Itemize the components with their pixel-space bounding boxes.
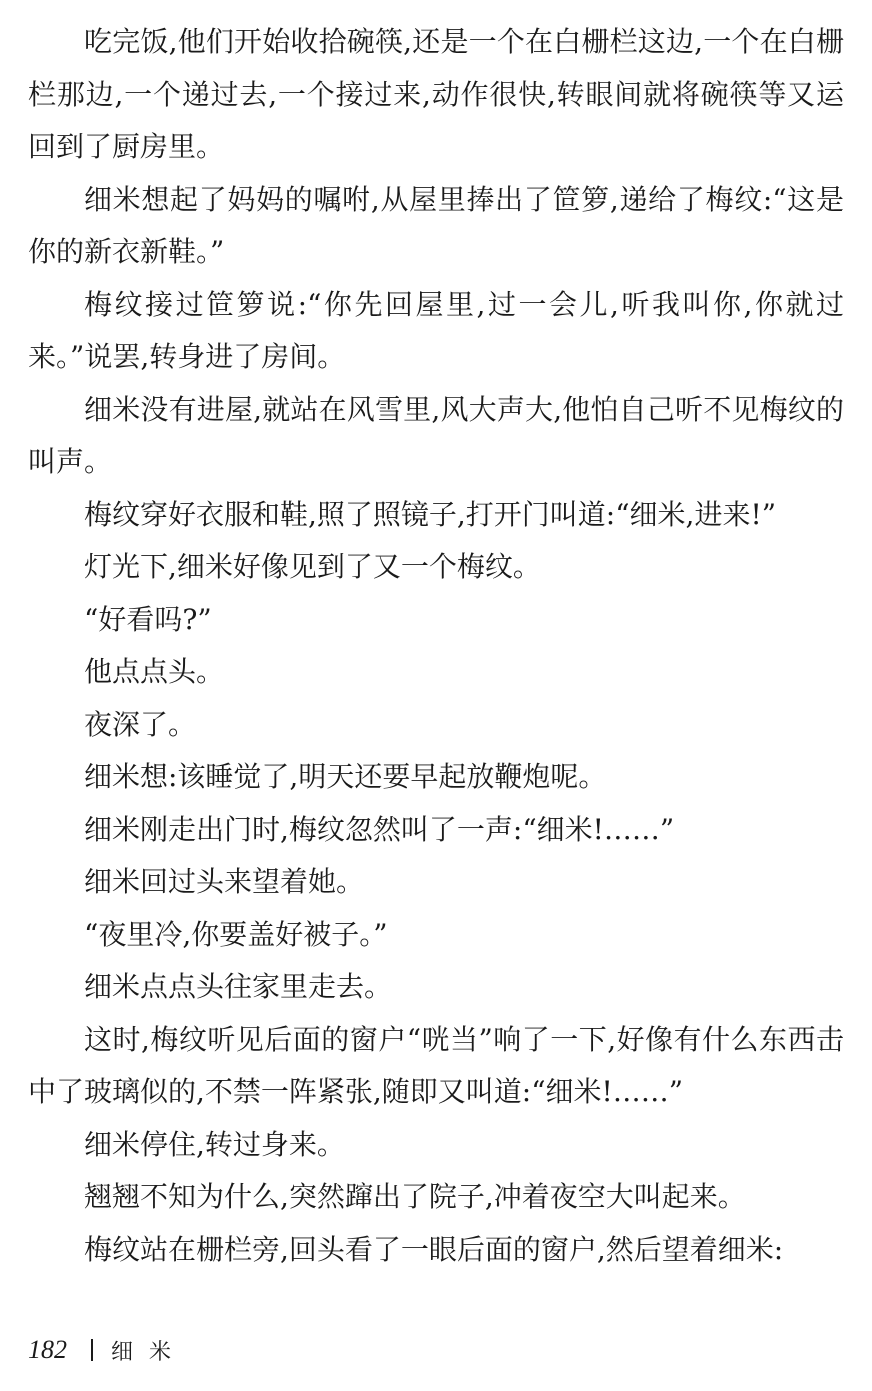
running-title: 细米 [111, 1339, 188, 1365]
paragraph: 翘翘不知为什么,突然蹿出了院子,冲着夜空大叫起来。 [84, 1180, 746, 1213]
paragraph: 吃完饭,他们开始收拾碗筷,还是一个在白栅栏这边,一个在白栅栏那边,一个递过去,一个接过来,动作很快,转眼间就将碗筷等又运回到了厨房里。 [28, 25, 844, 163]
paragraph: 细米点点头往家里走去。 [84, 970, 393, 1003]
paragraph: “夜里冷,你要盖好被子。” [84, 917, 388, 951]
paragraph: 细米回过头来望着她。 [84, 865, 365, 898]
paragraph: 夜深了。 [84, 707, 197, 741]
paragraph: 细米想:该睡觉了,明天还要早起放鞭炮呢。 [84, 760, 607, 793]
paragraph: 梅纹穿好衣服和鞋,照了照镜子,打开门叫道:“细米,进来!” [84, 497, 777, 531]
paragraph: 细米刚走出门时,梅纹忽然叫了一声:“细米!……” [84, 812, 675, 846]
page-number: 182 [28, 1335, 67, 1364]
paragraph: 这时,梅纹听见后面的窗户“咣当”响了一下,好像有什么东西击中了玻璃似的,不禁一阵紧张,随即又叫道:“细米!……” [28, 1022, 844, 1108]
paragraph: “好看吗?” [84, 602, 212, 636]
paragraph: 他点点头。 [84, 655, 225, 688]
page-footer [28, 1330, 187, 1370]
paragraph: 细米想起了妈妈的嘱咐,从屋里捧出了笸箩,递给了梅纹:“这是你的新衣新鞋。” [28, 182, 844, 268]
paragraph: 梅纹接过笸箩说:“你先回屋里,过一会儿,听我叫你,你就过来。”说罢,转身进了房间。 [28, 287, 844, 373]
paragraph: 灯光下,细米好像见到了又一个梅纹。 [84, 550, 541, 583]
paragraph: 梅纹站在栅栏旁,回头看了一眼后面的窗户,然后望着细米: [84, 1232, 784, 1266]
footer-divider [91, 1339, 93, 1361]
paragraph: 细米停住,转过身来。 [84, 1127, 345, 1161]
paragraph: 细米没有进屋,就站在风雪里,风大声大,他怕自己听不见梅纹的叫声。 [28, 392, 844, 478]
body-text [28, 16, 844, 1276]
